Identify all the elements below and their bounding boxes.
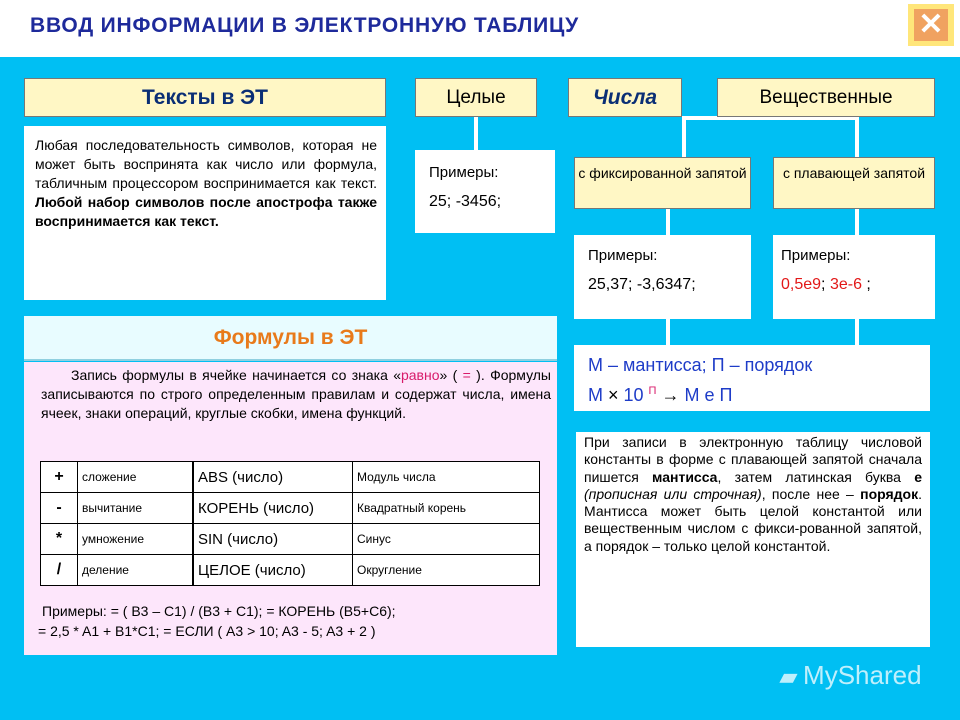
connector-line (855, 318, 859, 346)
connector-line (666, 318, 670, 346)
mantissa-part: М (588, 385, 608, 405)
note-text: . Мантисса может быть целой константой или вещественным числом с фикси-рованной запятой, а порядок – только целой константой. (584, 485, 922, 554)
table-row (194, 493, 540, 524)
connector-line (855, 116, 859, 158)
intro-text: » ( (439, 367, 463, 383)
mantissa-legend: М – мантисса; П – порядок (588, 355, 813, 375)
table-row (194, 555, 540, 586)
times-sign: × (608, 385, 619, 405)
function-name: ABS (число) (194, 462, 353, 493)
function-description: Синус (353, 524, 540, 555)
exponent-superscript: П (648, 385, 657, 397)
note-bold: порядок (860, 485, 919, 502)
intro-text: ). Формулы записываются по строго определенным правилам и содержат числа, имена ячеек, знаки операций, круглые скобки, имена функций. (41, 367, 551, 421)
intro-text: Запись формулы в ячейке начинается со знака « (71, 367, 401, 383)
table-row (41, 493, 193, 524)
float-example-part: ; (861, 276, 871, 293)
connector-line (666, 206, 670, 236)
arrow-icon: → (656, 385, 685, 405)
table-row (194, 524, 540, 555)
functions-table (193, 461, 540, 586)
function-description: Округление (353, 555, 540, 586)
whole-examples-values: 25; -3456; (429, 193, 502, 210)
formulas-panel (24, 362, 557, 655)
float-example-part: ; (821, 276, 830, 293)
function-name: ЦЕЛОЕ (число) (194, 555, 353, 586)
float-example-part: 3e-6 (829, 276, 862, 293)
texts-body-normal: Любая последовательность символов, которая не может быть воспринята как число или формула, табличным процессором воспринимается как текст. (35, 137, 377, 191)
float-examples-values (781, 276, 935, 294)
floating-point-box: с плавающей запятой (773, 157, 935, 209)
texts-description (24, 126, 386, 300)
mantissa-part: 10 (618, 385, 649, 405)
fixed-examples-values: 25,37; -3,6347; (588, 276, 696, 293)
operator-symbol: * (41, 524, 78, 555)
connector-line (682, 116, 686, 158)
whole-numbers-box: Целые (415, 78, 537, 117)
examples-line: Примеры: = ( B3 – C1) / (B3 + C1); = КОРЕНЬ (B5+C6); (42, 603, 396, 619)
real-numbers-box: Вещественные (717, 78, 935, 117)
operator-name: деление (78, 555, 193, 586)
function-description: Квадратный корень (353, 493, 540, 524)
close-button[interactable] (908, 4, 954, 46)
float-example-part: 0,5e9 (781, 276, 822, 293)
connector-line (474, 116, 478, 151)
table-row (194, 462, 540, 493)
fixed-point-box: с фиксированной запятой (574, 157, 751, 209)
numbers-heading: Числа (568, 78, 682, 117)
operator-name: сложение (78, 462, 193, 493)
operator-symbol: - (41, 493, 78, 524)
texts-heading: Тексты в ЭТ (24, 78, 386, 117)
note-italic: (прописная или строчная) (584, 485, 762, 502)
examples-line: = 2,5 * A1 + B1*C1; = ЕСЛИ ( A3 > 10; A3 - 5; A3 + 2 ) (38, 623, 376, 639)
mantissa-formula (588, 378, 930, 408)
function-name: КОРЕНЬ (число) (194, 493, 353, 524)
watermark-icon: ▰ (780, 664, 804, 689)
formulas-examples (38, 601, 554, 641)
formulas-intro (41, 366, 551, 423)
connector-line (855, 206, 859, 236)
watermark-logo (780, 660, 922, 691)
float-examples-label: Примеры: (781, 247, 851, 264)
equals-word: равно (400, 367, 440, 383)
equals-sign: = (462, 367, 471, 383)
operator-name: умножение (78, 524, 193, 555)
whole-examples-box (415, 150, 555, 233)
operator-symbol: + (41, 462, 78, 493)
function-name: SIN (число) (194, 524, 353, 555)
float-note (576, 432, 930, 647)
close-icon: ✕ (914, 9, 948, 41)
note-bold: е (914, 468, 923, 485)
float-examples-box (773, 235, 935, 319)
note-text: , после нее – (761, 485, 861, 502)
whole-examples-label: Примеры: (429, 164, 499, 181)
fixed-examples-box (574, 235, 751, 319)
mantissa-box (574, 345, 930, 411)
operator-symbol: / (41, 555, 78, 586)
note-bold: мантисса (652, 468, 718, 485)
formulas-heading: Формулы в ЭТ (24, 316, 557, 361)
function-description: Модуль числа (353, 462, 540, 493)
table-row (41, 524, 193, 555)
page-title: ВВОД ИНФОРМАЦИИ В ЭЛЕКТРОННУЮ ТАБЛИЦУ (30, 14, 580, 37)
operators-table (40, 461, 193, 586)
operator-name: вычитание (78, 493, 193, 524)
table-row (41, 462, 193, 493)
texts-body-bold: Любой набор символов после апострофа также воспринимается как текст. (35, 194, 377, 229)
note-text: , затем латинская буква (717, 468, 915, 485)
table-row (41, 555, 193, 586)
fixed-examples-label: Примеры: (588, 247, 658, 264)
mantissa-part: М е П (684, 385, 733, 405)
watermark-text: MyShared (803, 660, 922, 690)
note-text: При записи в электронную таблицу числовой константы в форме с плавающей запятой сначала пишется (584, 434, 922, 485)
